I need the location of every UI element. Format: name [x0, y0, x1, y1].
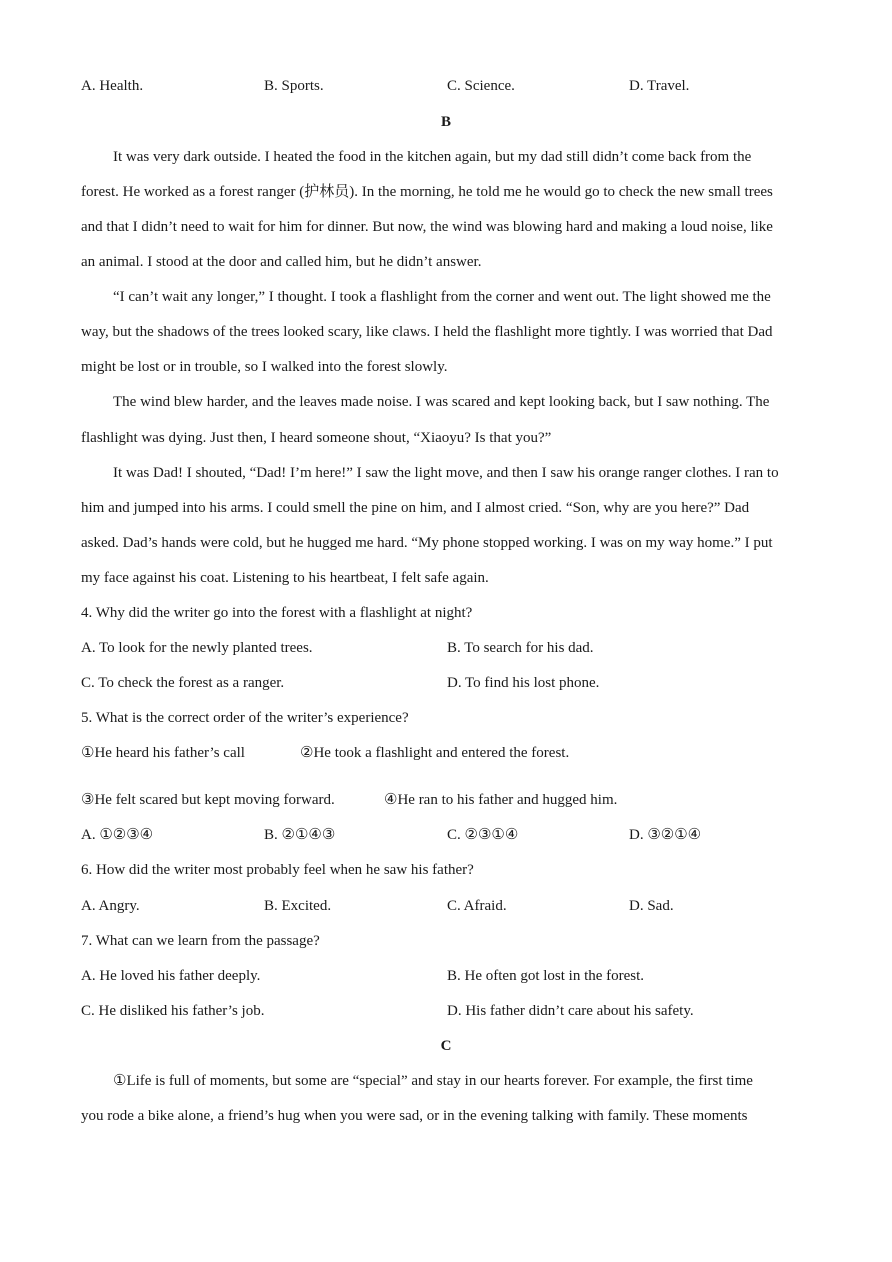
passage-b-line: might be lost or in trouble, so I walked into the forest slowly.	[81, 359, 448, 375]
passage-c-line: you rode a bike alone, a friend’s hug when you were sad, or in the evening talking with family. These moments	[81, 1108, 748, 1124]
q5-event-4: ④He ran to his father and hugged him.	[384, 792, 618, 808]
q3-option-b[interactable]: B. Sports.	[264, 78, 324, 94]
q7-option-a[interactable]: A. He loved his father deeply.	[81, 968, 261, 984]
passage-b-line: forest. He worked as a forest ranger (护林员). In the morning, he told me he would go to check the new small trees	[81, 184, 773, 200]
q4-option-a[interactable]: A. To look for the newly planted trees.	[81, 640, 313, 656]
q6-option-b[interactable]: B. Excited.	[264, 898, 332, 914]
passage-b-line: way, but the shadows of the trees looked scary, like claws. I held the flashlight more tightly. I was worried that Dad	[81, 324, 773, 340]
q4-stem: 4. Why did the writer go into the forest with a flashlight at night?	[81, 605, 473, 621]
section-c-heading: C	[440, 1038, 452, 1054]
q5-event-1: ①He heard his father’s call	[81, 745, 245, 761]
q6-option-a[interactable]: A. Angry.	[81, 898, 140, 914]
q6-option-d[interactable]: D. Sad.	[629, 898, 674, 914]
q7-stem: 7. What can we learn from the passage?	[81, 933, 320, 949]
q5-option-c[interactable]: C. ②③①④	[447, 827, 519, 843]
q5-option-a[interactable]: A. ①②③④	[81, 827, 154, 843]
q5-event-3: ③He felt scared but kept moving forward.	[81, 792, 335, 808]
q3-option-d[interactable]: D. Travel.	[629, 78, 690, 94]
passage-b-line: him and jumped into his arms. I could smell the pine on him, and I almost cried. “Son, why are you here?” Dad	[81, 500, 750, 516]
q3-option-c[interactable]: C. Science.	[447, 78, 515, 94]
q4-option-b[interactable]: B. To search for his dad.	[447, 640, 594, 656]
section-b-heading: B	[440, 114, 451, 130]
q7-option-d[interactable]: D. His father didn’t care about his safety.	[447, 1003, 694, 1019]
passage-b-line: an animal. I stood at the door and called him, but he didn’t answer.	[81, 254, 482, 270]
q6-option-c[interactable]: C. Afraid.	[447, 898, 507, 914]
q4-option-c[interactable]: C. To check the forest as a ranger.	[81, 675, 285, 691]
passage-b-line: The wind blew harder, and the leaves made noise. I was scared and kept looking back, but I saw nothing. The	[113, 394, 770, 410]
q6-stem: 6. How did the writer most probably feel when he saw his father?	[81, 862, 474, 878]
passage-b-line: asked. Dad’s hands were cold, but he hugged me hard. “My phone stopped working. I was on my way home.” I put	[81, 535, 773, 551]
q5-stem: 5. What is the correct order of the writer’s experience?	[81, 710, 409, 726]
passage-b-line: and that I didn’t need to wait for him for dinner. But now, the wind was blowing hard and making a loud noise, like	[81, 219, 773, 235]
passage-b-line: It was Dad! I shouted, “Dad! I’m here!” I saw the light move, and then I saw his orange ranger clothes. I ran to	[113, 465, 779, 481]
q7-option-c[interactable]: C. He disliked his father’s job.	[81, 1003, 265, 1019]
q5-option-d[interactable]: D. ③②①④	[629, 827, 702, 843]
passage-b-line: flashlight was dying. Just then, I heard someone shout, “Xiaoyu? Is that you?”	[81, 430, 552, 446]
passage-c-line: ①Life is full of moments, but some are “special” and stay in our hearts forever. For example, the first time	[113, 1073, 753, 1089]
passage-b-line: It was very dark outside. I heated the food in the kitchen again, but my dad still didn’t come back from the	[113, 149, 752, 165]
passage-b-line: “I can’t wait any longer,” I thought. I took a flashlight from the corner and went out. The light showed me the	[113, 289, 771, 305]
q4-option-d[interactable]: D. To find his lost phone.	[447, 675, 600, 691]
q5-option-b[interactable]: B. ②①④③	[264, 827, 336, 843]
q3-option-a[interactable]: A. Health.	[81, 78, 144, 94]
q7-option-b[interactable]: B. He often got lost in the forest.	[447, 968, 645, 984]
q5-event-2: ②He took a flashlight and entered the forest.	[300, 745, 570, 761]
passage-b-line: my face against his coat. Listening to his heartbeat, I felt safe again.	[81, 570, 489, 586]
